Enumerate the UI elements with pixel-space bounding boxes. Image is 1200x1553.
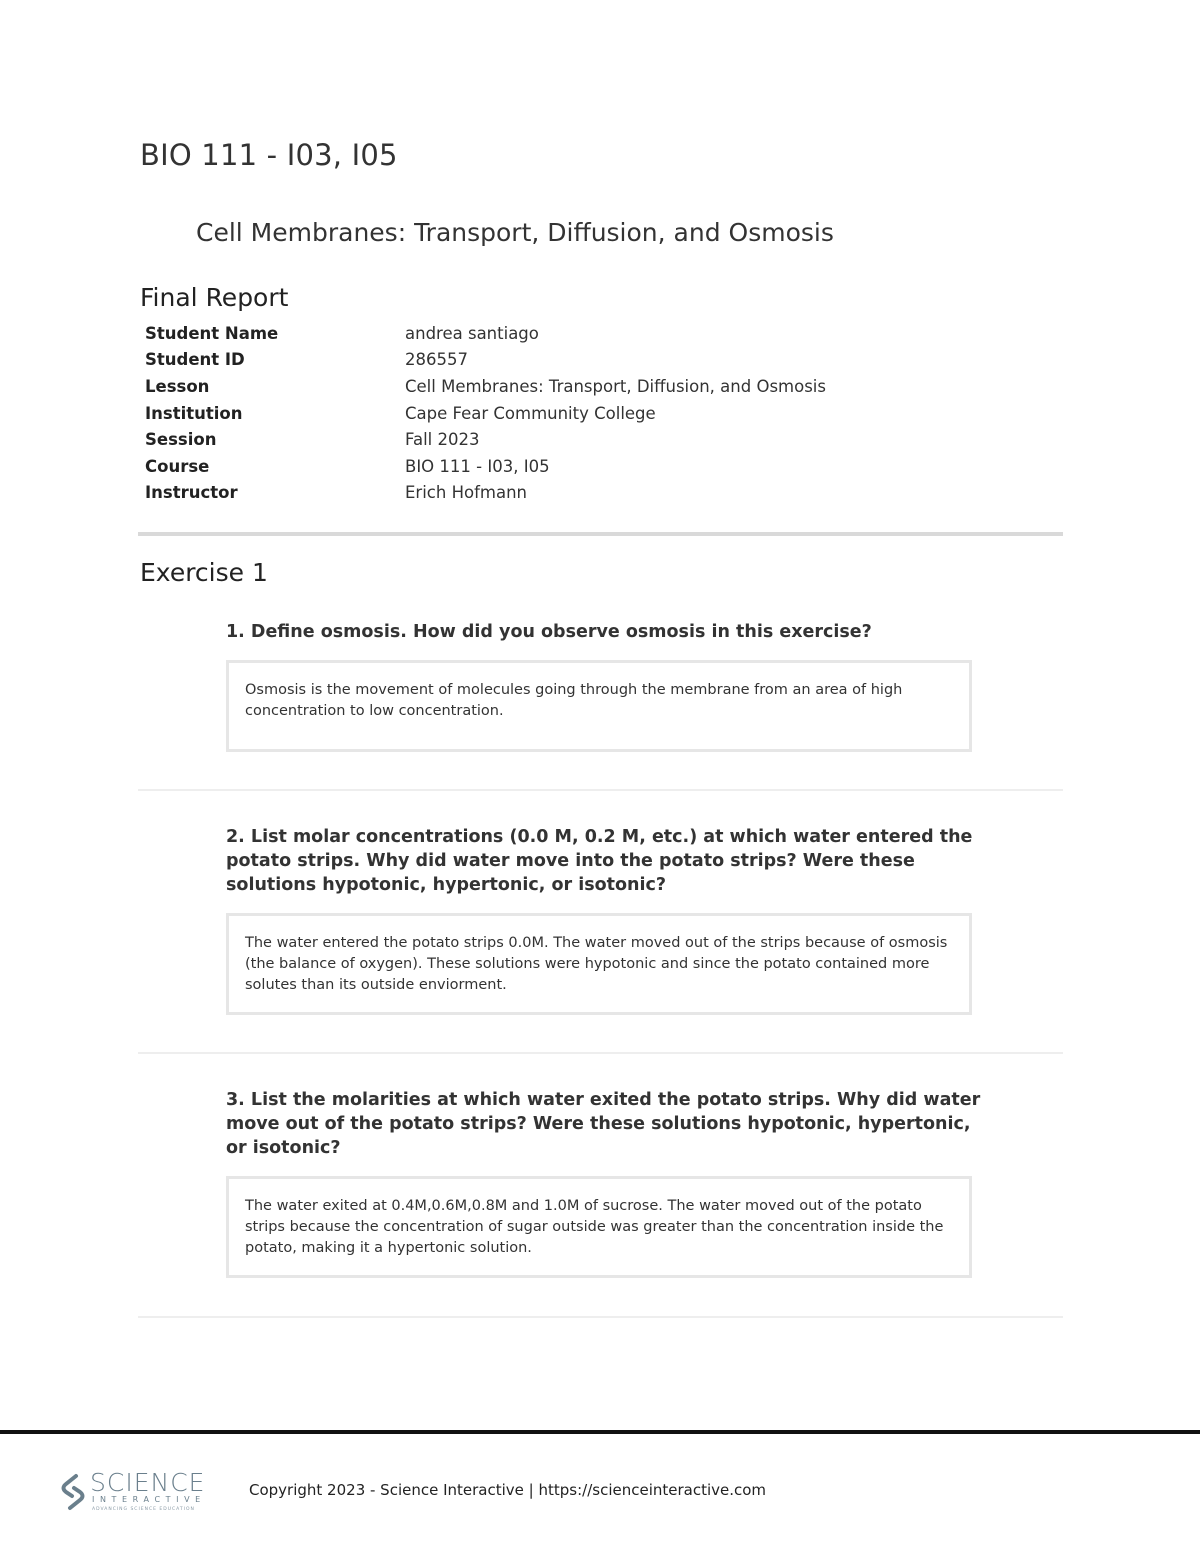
lesson-title: Cell Membranes: Transport, Diffusion, and Osmosis — [196, 218, 834, 247]
info-row-instructor — [145, 480, 1045, 507]
exercise-heading: Exercise 1 — [140, 558, 268, 587]
answer-box: The water exited at 0.4M,0.6M,0.8M and 1.0M of sucrose. The water moved out of the potato strips because the concentration of sugar outside was greater than the concentration inside the potato, making it a hypertonic solution. — [226, 1176, 972, 1278]
question-divider — [138, 1052, 1063, 1054]
info-label: Course — [145, 456, 210, 476]
question-block-2 — [226, 825, 986, 1015]
info-value: Cape Fear Community College — [405, 403, 656, 423]
info-value: Fall 2023 — [405, 430, 480, 450]
logo-tagline: ADVANCING SCIENCE EDUCATION — [92, 1507, 195, 1512]
question-block-3 — [226, 1088, 986, 1278]
info-label: Instructor — [145, 483, 238, 503]
info-row-institution — [145, 400, 1045, 427]
info-label: Student Name — [145, 323, 279, 343]
info-row-session — [145, 426, 1045, 453]
question-text: 3. List the molarities at which water exited the potato strips. Why did water move out of the potato strips? Were these solutions hypotonic, hypertonic, or isotonic? — [226, 1090, 981, 1158]
info-value: andrea santiago — [405, 323, 539, 343]
info-row-lesson — [145, 373, 1045, 400]
logo-word: SCIENCE — [90, 1468, 206, 1497]
section-divider — [138, 532, 1063, 536]
question-divider — [138, 789, 1063, 791]
answer-box: Osmosis is the movement of molecules going through the membrane from an area of high concentration to low concentration. — [226, 660, 972, 752]
answer-box: The water entered the potato strips 0.0M. The water moved out of the strips because of osmosis (the balance of oxygen). These solutions were hypotonic and since the potato contained more solutes than its outside enviorment. — [226, 913, 972, 1015]
info-label: Lesson — [145, 376, 210, 396]
info-row-course — [145, 453, 1045, 480]
question-text: 1. Define osmosis. How did you observe osmosis in this exercise? — [226, 622, 872, 642]
info-value: Erich Hofmann — [405, 483, 527, 503]
info-value: 286557 — [405, 350, 468, 370]
report-info-table — [145, 320, 1045, 506]
info-row-student-id — [145, 347, 1045, 374]
logo-mark-icon — [58, 1472, 88, 1512]
question-text: 2. List molar concentrations (0.0 M, 0.2 M, etc.) at which water entered the potato strips. Why did water move into the potato strips? Were these solutions hypotonic, hypertonic, or isotonic? — [226, 827, 973, 895]
info-label: Institution — [145, 403, 243, 423]
footer-copyright: Copyright 2023 - Science Interactive | https://scienceinteractive.com — [249, 1481, 767, 1499]
footer-rule — [0, 1430, 1200, 1434]
science-interactive-logo — [58, 1468, 218, 1516]
logo-sub: INTERACTIVE — [92, 1495, 206, 1504]
question-block-1 — [226, 620, 986, 752]
question-divider — [138, 1316, 1063, 1318]
info-value: Cell Membranes: Transport, Diffusion, and Osmosis — [405, 376, 826, 396]
report-heading: Final Report — [140, 283, 289, 312]
info-value: BIO 111 - I03, I05 — [405, 456, 550, 476]
info-label: Session — [145, 430, 217, 450]
info-row-student-name — [145, 320, 1045, 347]
info-label: Student ID — [145, 350, 245, 370]
course-title: BIO 111 - I03, I05 — [140, 138, 398, 172]
